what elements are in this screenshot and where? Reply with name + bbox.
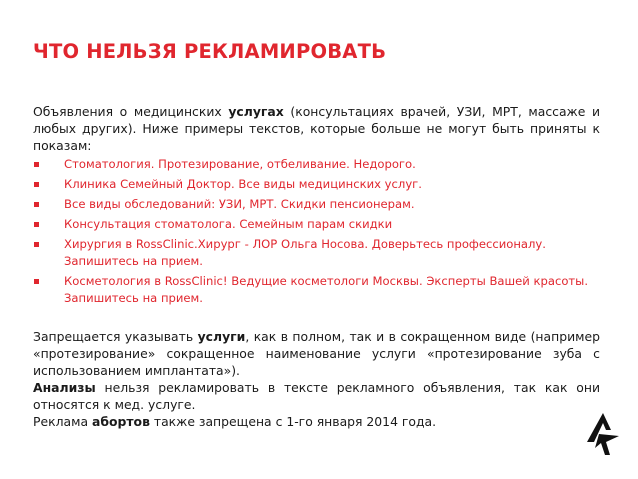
square-bullet-icon	[34, 242, 39, 247]
ad-example-text: Консультация стоматолога. Семейным парам скидки	[64, 217, 393, 231]
square-bullet-icon	[34, 222, 39, 227]
square-bullet-icon	[34, 202, 39, 207]
ad-examples-list	[33, 156, 600, 307]
rule-analyses-bold: Анализы	[33, 380, 96, 395]
rule-abortions-start: Реклама	[33, 414, 92, 429]
ad-example-text: Стоматология. Протезирование, отбеливание. Недорого.	[64, 157, 416, 171]
list-item	[33, 156, 600, 173]
rule-abortions-end: также запрещена с 1-го января 2014 года.	[149, 414, 437, 429]
square-bullet-icon	[34, 182, 39, 187]
rule-services-start: Запрещается указывать	[33, 329, 198, 344]
rule-analyses-paragraph	[33, 379, 600, 413]
spacer	[33, 310, 600, 328]
intro-bold-services: услугах	[228, 104, 284, 119]
square-bullet-icon	[34, 279, 39, 284]
intro-text-start: Объявления о медицинских	[33, 104, 229, 119]
angular-a-arrow-logo-icon	[586, 412, 620, 456]
rule-abortions-paragraph	[33, 413, 600, 430]
rule-services-end: , как в полном, так и в сокращенном виде (например «протезирование» сокращенное наименование услуги «протезирование зуба с использованием имплантата»).	[33, 329, 600, 378]
rule-abortions-bold: абортов	[91, 414, 150, 429]
intro-paragraph	[33, 103, 600, 154]
rule-analyses-end: нельзя рекламировать в тексте рекламного объявления, так как они относятся к мед. услуге.	[33, 380, 600, 412]
intro-text-end: (консультациях врачей, УЗИ, МРТ, массаже и любых других). Ниже примеры текстов, которые больше не могут быть приняты к показам:	[33, 104, 600, 153]
rule-services-bold: услуги	[197, 329, 246, 344]
list-item	[33, 216, 600, 233]
rule-services-paragraph	[33, 328, 600, 379]
ad-example-text: Косметология в RossClinic! Ведущие косметологи Москвы. Эксперты Вашей красоты. Запишитесь на прием.	[64, 274, 589, 305]
slide-content	[33, 103, 600, 430]
ad-example-text: Хирургия в RossClinic.Хирург - ЛОР Ольга Носова. Доверьтесь профессионалу. Запишитесь на прием.	[64, 237, 546, 268]
list-item	[33, 273, 600, 307]
square-bullet-icon	[34, 162, 39, 167]
list-item	[33, 176, 600, 193]
list-item	[33, 236, 600, 270]
slide-title: ЧТО НЕЛЬЗЯ РЕКЛАМИРОВАТЬ	[33, 40, 387, 63]
ad-example-text: Все виды обследований: УЗИ, МРТ. Скидки пенсионерам.	[64, 197, 415, 211]
list-item	[33, 196, 600, 213]
ad-example-text: Клиника Семейный Доктор. Все виды медицинских услуг.	[64, 177, 422, 191]
